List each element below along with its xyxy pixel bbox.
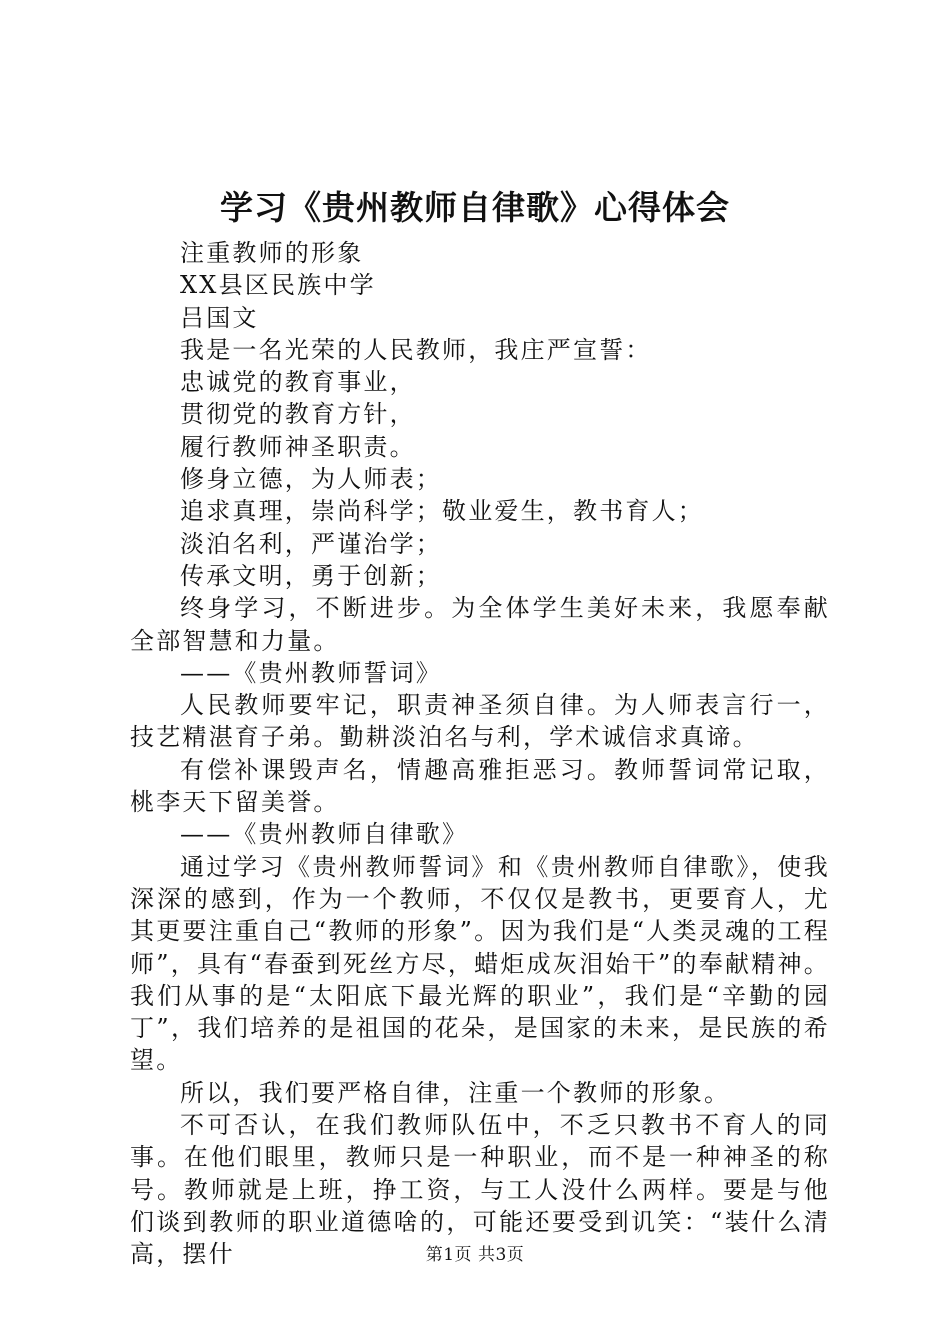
paragraph: 终身学习，不断进步。为全体学生美好未来，我愿奉献全部智慧和力量。 bbox=[130, 594, 830, 655]
paragraph: 人民教师要牢记，职责神圣须自律。为人师表言行一，技艺精湛育子弟。勤耕淡泊名与利，学术诚信求真谛。 bbox=[130, 691, 830, 752]
paragraph: 履行教师神圣职责。 bbox=[180, 432, 416, 461]
paragraph: 贯彻党的教育方针， bbox=[180, 400, 416, 429]
document-body bbox=[130, 237, 830, 1271]
paragraph: 追求真理，崇尚科学；敬业爱生，教书育人； bbox=[180, 497, 704, 526]
paragraph: 注重教师的形象 bbox=[180, 239, 364, 267]
paragraph: ——《贵州教师誓词》 bbox=[180, 658, 442, 687]
paragraph: 我是一名光荣的人民教师，我庄严宣誓： bbox=[180, 335, 652, 364]
paragraph: 吕国文 bbox=[180, 303, 259, 332]
paragraph: XX县区民族中学 bbox=[180, 271, 376, 300]
paragraph: 忠诚党的教育事业， bbox=[180, 368, 416, 397]
page-footer: 第1页 共3页 bbox=[425, 1245, 525, 1265]
document-title: 学习《贵州教师自律歌》心得体会 bbox=[220, 188, 730, 227]
paragraph: 通过学习《贵州教师誓词》和《贵州教师自律歌》，使我深深的感到，作为一个教师，不仅仅是教书，更要育人，尤其更要注重自己“教师的形象”。因为我们是“人类灵魂的工程师”，具有“春蚕到死丝方尽，蜡炬成灰泪始干”的奉献精神。我们从事的是“太阳底下最光辉的职业”，我们是“辛勤的园丁”，我们培养的是祖国的花朵，是国家的未来，是民族的希望。 bbox=[130, 852, 830, 1075]
paragraph: 不可否认，在我们教师队伍中，不乏只教书不育人的同事。在他们眼里，教师只是一种职业，而不是一种神圣的称号。教师就是上班，挣工资，与工人没什么两样。要是与他们谈到教师的职业道德啥的，可能还要受到讥笑：“装什么清高，摆什 bbox=[130, 1111, 830, 1269]
paragraph: 有偿补课毁声名，情趣高雅拒恶习。教师誓词常记取，桃李天下留美誉。 bbox=[130, 755, 830, 817]
paragraph: 所以，我们要严格自律，注重一个教师的形象。 bbox=[180, 1078, 731, 1107]
paragraph: 修身立德，为人师表； bbox=[180, 465, 442, 494]
paragraph: 传承文明，勇于创新； bbox=[180, 561, 442, 590]
paragraph: ——《贵州教师自律歌》 bbox=[180, 820, 469, 849]
paragraph: 淡泊名利，严谨治学； bbox=[180, 529, 442, 558]
